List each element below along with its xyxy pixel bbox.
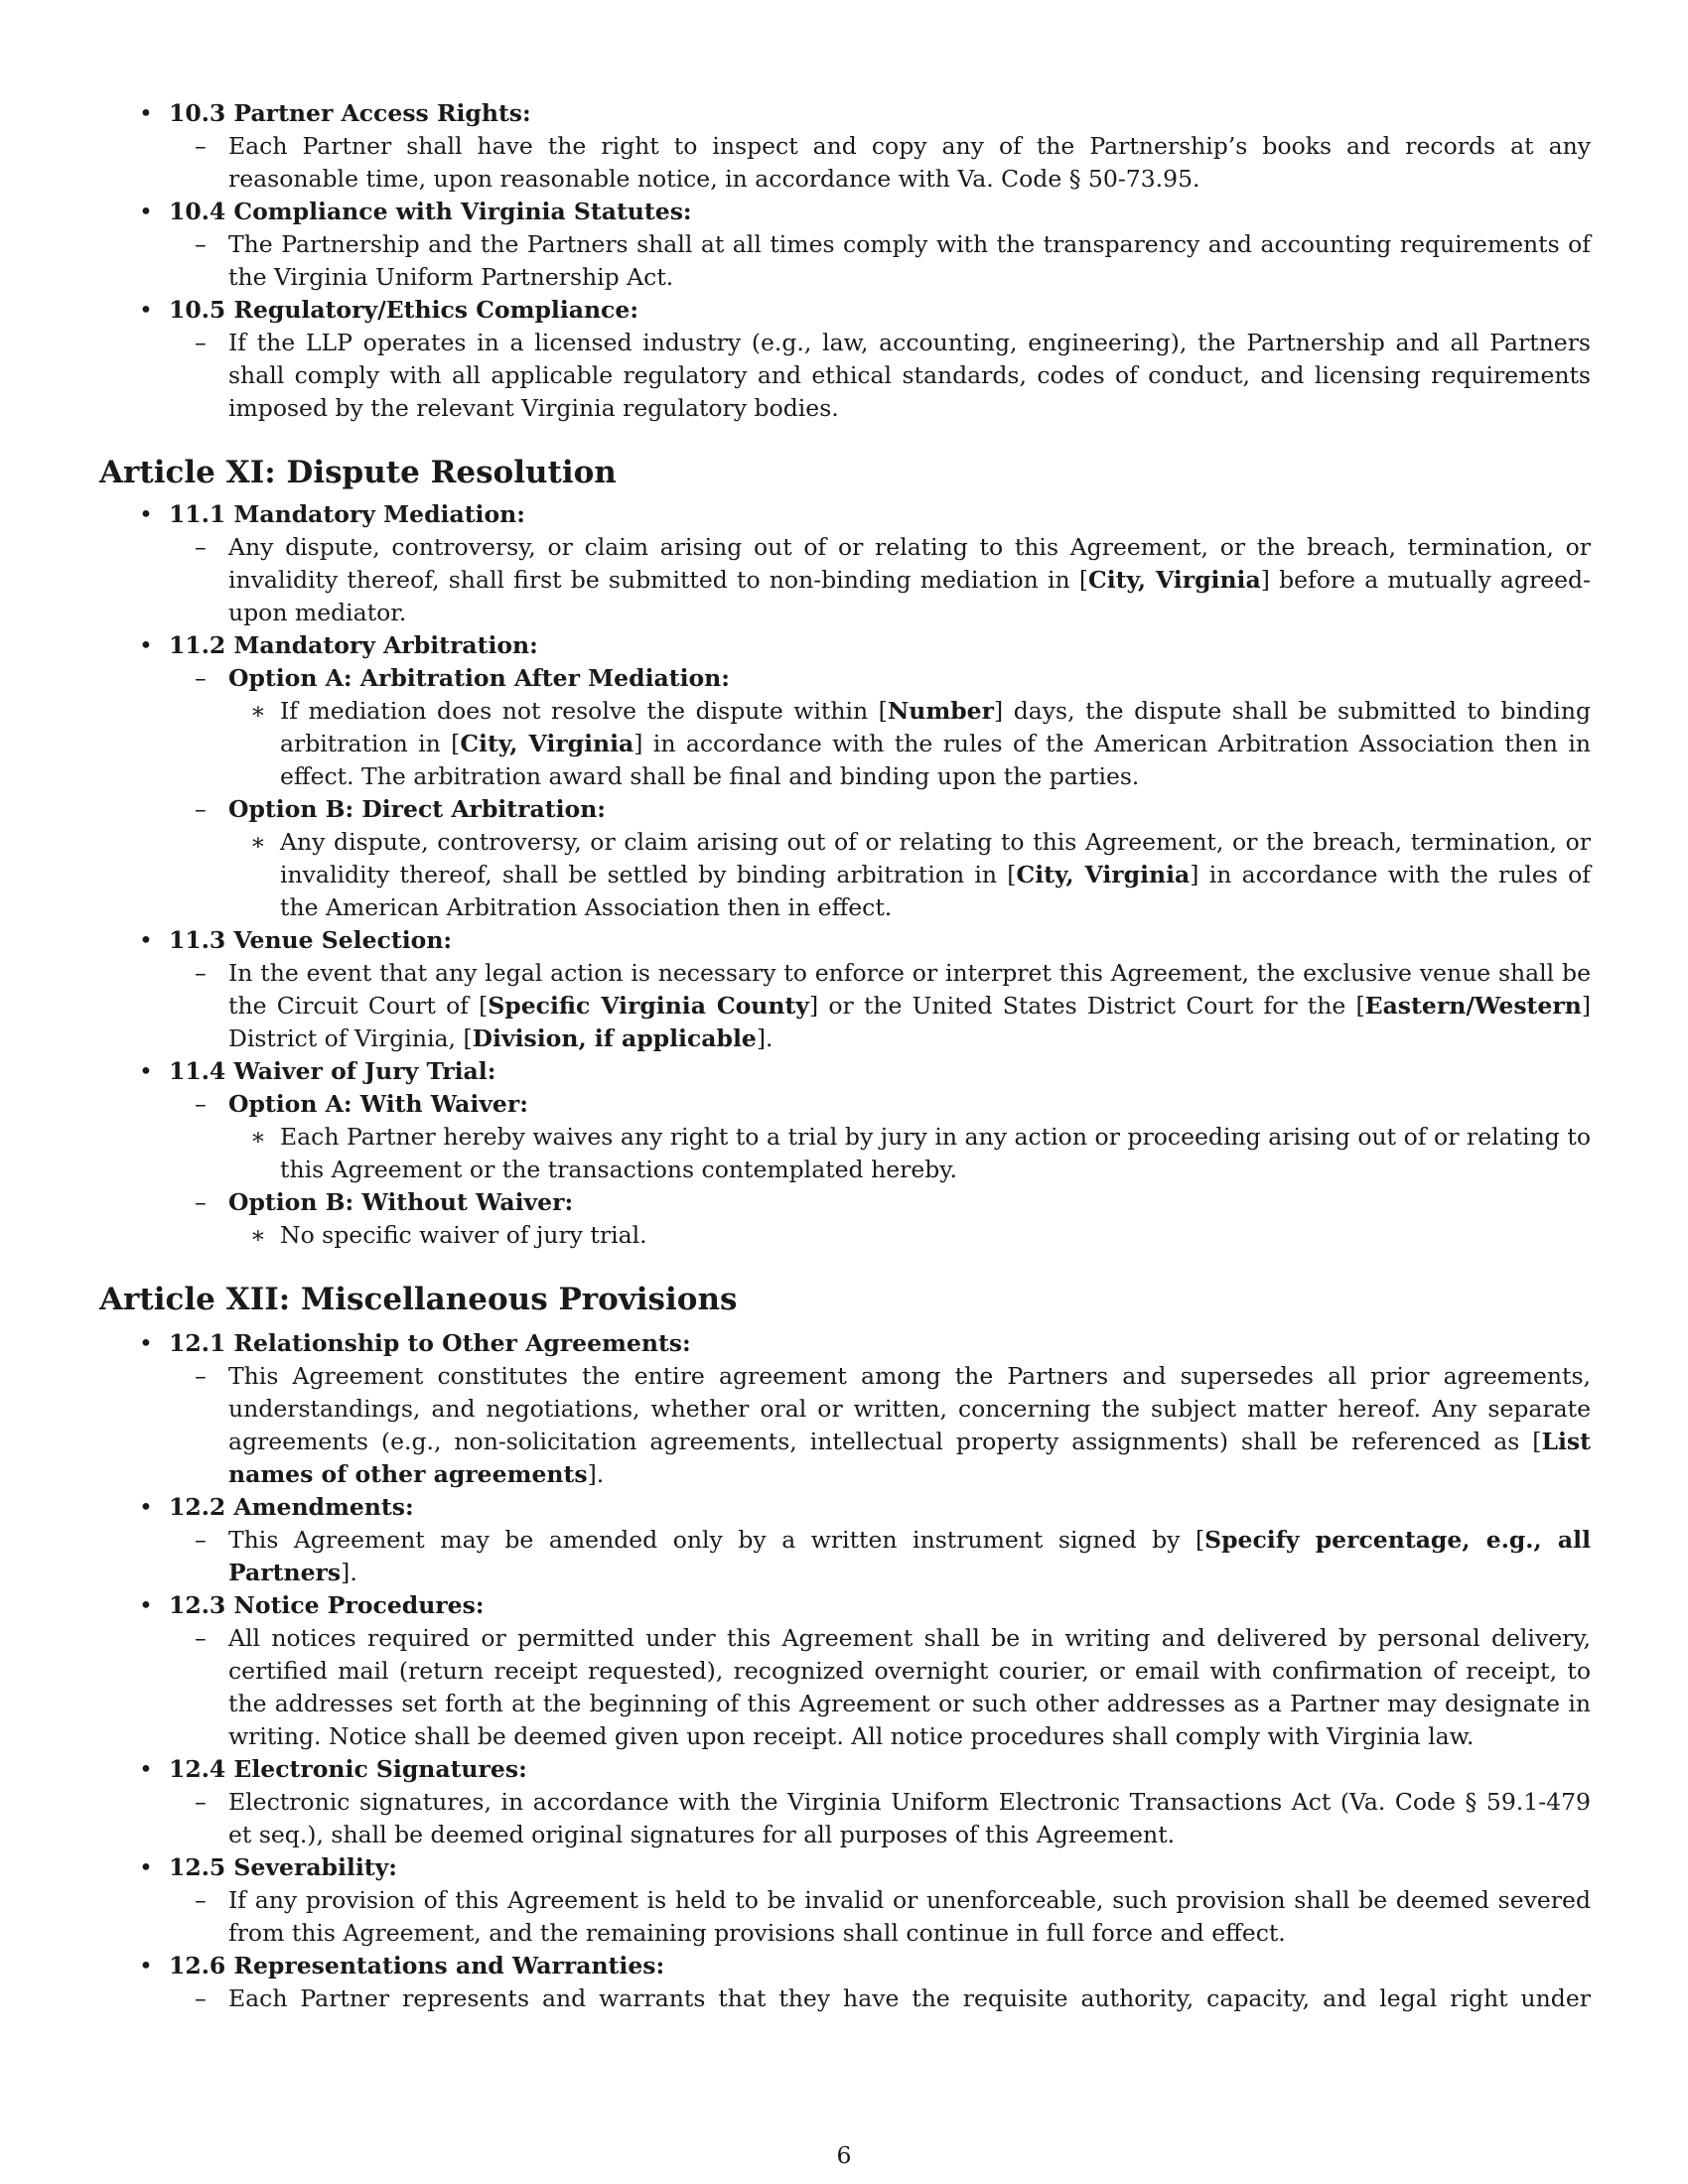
bullet-icon: • bbox=[139, 500, 153, 528]
option-text: ∗ Each Partner hereby waives any right to a trial by jury in any action or proceeding arising out of or relating to this Agreement or the transactions contemplated hereby. bbox=[250, 1123, 1591, 1183]
bullet-icon: • bbox=[139, 198, 153, 225]
clause-text: – All notices required or permitted under this Agreement shall be in writing and delivered by personal delivery, certified mail (return receipt requested), recognized overnight courier, or email with confirmation of receipt, to the addresses set forth at the beginning of this Agreement or such other addresses as a Partner may designate in writing. Notice shall be deemed given upon receipt. All notice procedures shall comply with Virginia law. bbox=[195, 1624, 1591, 1750]
clause-11-4 bbox=[99, 1055, 1591, 1088]
dash-icon: – bbox=[195, 664, 207, 692]
placeholder-field: City, Virginia bbox=[1087, 566, 1261, 594]
placeholder-field: List names of other agreements bbox=[228, 1428, 1591, 1488]
clause-text: – Any dispute, controversy, or claim arising out of or relating to this Agreement, or the breach, termination, or invalidity thereof, shall first be submitted to non-binding mediation in [City, Virginia] before a mutually agreed-upon mediator. bbox=[195, 533, 1592, 626]
clause-title: 10.3 Partner Access Rights: bbox=[169, 99, 531, 127]
bullet-icon: • bbox=[139, 1853, 153, 1881]
bullet-icon: • bbox=[139, 1329, 153, 1357]
dash-icon: – bbox=[195, 1090, 207, 1118]
placeholder-field: Division, if applicable bbox=[472, 1024, 757, 1052]
clause-10-4 bbox=[99, 196, 1591, 228]
clause-text: – This Agreement constitutes the entire agreement among the Partners and supersedes all prior agreements, understandings, and negotiations, whether oral or written, concerning the subject matter hereof. Any separate agreements (e.g., non-solicitation agreements, intellectual property assignments) shall be referenced as [List names of other agreements]. bbox=[195, 1362, 1591, 1488]
document-page bbox=[99, 97, 1591, 2015]
option-title: – Option A: With Waiver: bbox=[99, 1088, 1591, 1121]
dash-icon: – bbox=[195, 1362, 207, 1390]
option-title: – Option B: Direct Arbitration: bbox=[99, 793, 1591, 826]
bullet-icon: • bbox=[139, 1755, 153, 1783]
option-title: – Option A: Arbitration After Mediation: bbox=[99, 662, 1591, 695]
clause-12-3 bbox=[99, 1589, 1591, 1622]
clause-text: – If the LLP operates in a licensed industry (e.g., law, accounting, engineering), the Partnership and all Partners shall comply with all applicable regulatory and ethical standards, codes of conduct, and licensing requirements imposed by the relevant Virginia regulatory bodies. bbox=[195, 329, 1591, 422]
dash-icon: – bbox=[195, 1624, 207, 1652]
clause-11-3 bbox=[99, 924, 1591, 957]
dash-icon: – bbox=[195, 1526, 207, 1554]
asterisk-icon: ∗ bbox=[250, 1123, 266, 1151]
option-text: ∗ Any dispute, controversy, or claim arising out of or relating to this Agreement, or the breach, termination, or invalidity thereof, shall be settled by binding arbitration in [City, Virginia] in accordance with the rules of the American Arbitration Association then in effect. bbox=[250, 828, 1591, 921]
clause-title: 12.5 Severability: bbox=[169, 1853, 397, 1881]
page-number: 6 bbox=[836, 2141, 852, 2169]
clause-title: 12.3 Notice Procedures: bbox=[169, 1591, 485, 1619]
bullet-icon: • bbox=[139, 631, 153, 659]
dash-icon: – bbox=[195, 1188, 207, 1216]
option-text: ∗ No specific waiver of jury trial. bbox=[99, 1219, 1591, 1252]
dash-icon: – bbox=[195, 959, 207, 987]
option-text: ∗ If mediation does not resolve the dispute within [Number] days, the dispute shall be submitted to binding arbitration in [City, Virginia] in accordance with the rules of the American Arbitration Association then in effect. The arbitration award shall be final and binding upon the parties. bbox=[250, 697, 1591, 790]
clause-text: – This Agreement may be amended only by a written instrument signed by [Specify percentage, e.g., all Partners]. bbox=[195, 1526, 1591, 1586]
clause-11-1 bbox=[99, 498, 1591, 531]
clause-text: – Electronic signatures, in accordance with the Virginia Uniform Electronic Transactions Act (Va. Code § 59.1-479 et seq.), shall be deemed original signatures for all purposes of this Agreement. bbox=[195, 1788, 1591, 1848]
dash-icon: – bbox=[195, 230, 207, 258]
clause-title: 11.1 Mandatory Mediation: bbox=[169, 500, 525, 528]
article-xi-heading: Article XI: Dispute Resolution bbox=[99, 455, 617, 490]
bullet-icon: • bbox=[139, 926, 153, 954]
placeholder-field: City, Virginia bbox=[460, 730, 634, 757]
clause-11-2 bbox=[99, 629, 1591, 662]
bullet-icon: • bbox=[139, 1952, 153, 1979]
clause-title: 10.5 Regulatory/Ethics Compliance: bbox=[169, 296, 638, 324]
clause-title: 11.3 Venue Selection: bbox=[169, 926, 453, 954]
dash-icon: – bbox=[195, 329, 207, 356]
dash-icon: – bbox=[195, 533, 207, 561]
clause-12-4 bbox=[99, 1753, 1591, 1786]
clause-title: 12.1 Relationship to Other Agreements: bbox=[169, 1329, 691, 1357]
option-title: – Option B: Without Waiver: bbox=[99, 1186, 1591, 1219]
clause-title: 10.4 Compliance with Virginia Statutes: bbox=[169, 198, 692, 225]
clause-12-2 bbox=[99, 1491, 1591, 1524]
clause-text: – In the event that any legal action is necessary to enforce or interpret this Agreement, the exclusive venue shall be the Circuit Court of [Specific Virginia County] or the United States District Court for the [Eastern/Western] District of Virginia, [Division, if applicable]. bbox=[195, 959, 1591, 1052]
clause-12-5 bbox=[99, 1851, 1591, 1884]
article-xii-heading: Article XII: Miscellaneous Provisions bbox=[99, 1282, 738, 1317]
article-x-continuation bbox=[99, 97, 1591, 425]
asterisk-icon: ∗ bbox=[250, 828, 266, 856]
clause-12-6 bbox=[99, 1950, 1591, 1982]
bullet-icon: • bbox=[139, 99, 153, 127]
clause-text: – The Partnership and the Partners shall at all times comply with the transparency and accounting requirements of the Virginia Uniform Partnership Act. bbox=[195, 230, 1591, 291]
clause-text: – If any provision of this Agreement is held to be invalid or unenforceable, such provision shall be deemed severed from this Agreement, and the remaining provisions shall continue in full force and effect. bbox=[195, 1886, 1591, 1947]
bullet-icon: • bbox=[139, 1493, 153, 1521]
clause-title: 12.2 Amendments: bbox=[169, 1493, 414, 1521]
dash-icon: – bbox=[195, 1984, 207, 2012]
clause-text: – Each Partner represents and warrants that they have the requisite authority, capacity, and legal right under bbox=[99, 1982, 1591, 2015]
bullet-icon: • bbox=[139, 1591, 153, 1619]
clause-title: 11.4 Waiver of Jury Trial: bbox=[169, 1057, 496, 1085]
placeholder-field: Specific Virginia County bbox=[488, 992, 809, 1020]
dash-icon: – bbox=[195, 795, 207, 823]
placeholder-field: Eastern/Western bbox=[1364, 992, 1582, 1020]
asterisk-icon: ∗ bbox=[250, 1221, 266, 1249]
clause-title: 12.4 Electronic Signatures: bbox=[169, 1755, 527, 1783]
clause-10-3 bbox=[99, 97, 1591, 130]
placeholder-field: City, Virginia bbox=[1016, 861, 1191, 888]
placeholder-field: Specify percentage, e.g., all Partners bbox=[228, 1526, 1591, 1586]
asterisk-icon: ∗ bbox=[250, 697, 266, 725]
dash-icon: – bbox=[195, 1886, 207, 1914]
clause-10-5 bbox=[99, 294, 1591, 327]
dash-icon: – bbox=[195, 1788, 207, 1816]
bullet-icon: • bbox=[139, 296, 153, 324]
bullet-icon: • bbox=[139, 1057, 153, 1085]
clause-title: 12.6 Representations and Warranties: bbox=[169, 1952, 665, 1979]
clause-title: 11.2 Mandatory Arbitration: bbox=[169, 631, 538, 659]
clause-text: – Each Partner shall have the right to inspect and copy any of the Partnership’s books and records at any reasonable time, upon reasonable notice, in accordance with Va. Code § 50-73.95. bbox=[195, 132, 1591, 193]
clause-12-1 bbox=[99, 1327, 1591, 1360]
placeholder-field: Number bbox=[887, 697, 995, 725]
dash-icon: – bbox=[195, 132, 207, 160]
